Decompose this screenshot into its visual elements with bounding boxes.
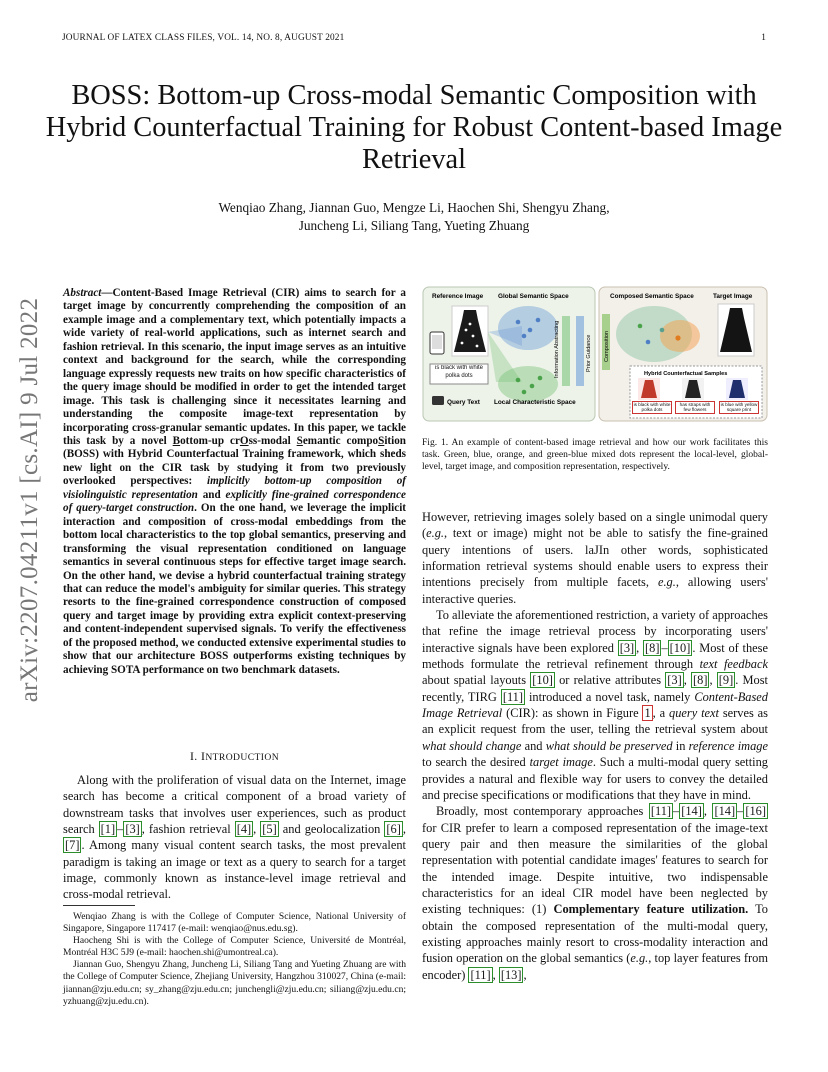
citation-link[interactable]: [6] — [386, 822, 401, 837]
citation-link[interactable]: [3] — [667, 673, 682, 688]
citation-link[interactable]: [5] — [262, 822, 277, 837]
citation-link[interactable]: [13] — [500, 967, 522, 982]
footnote-1: Wenqiao Zhang is with the College of Computer Science, National University of Singapore, Singapore 117417 (e-mail: wenqiao@nus.edu.sg). — [63, 911, 406, 935]
global-space-blob — [498, 306, 558, 350]
sample-image-2 — [682, 378, 704, 400]
citation-link[interactable]: [3] — [619, 640, 635, 655]
reference-image-label: Reference Image — [432, 293, 484, 300]
info-abstracting-label: Information Abstracting — [554, 320, 560, 378]
sample-image-3 — [726, 378, 748, 400]
global-space-label: Global Semantic Space — [498, 293, 569, 300]
citation-link[interactable]: [14] — [714, 804, 736, 819]
paper-title: BOSS: Bottom-up Cross-modal Semantic Composition with Hybrid Counterfactual Training for Robust Content-based Image Retrieval — [45, 80, 783, 175]
footnote-rule — [63, 905, 135, 906]
authors-line-2: Juncheng Li, Siliang Tang, Yueting Zhuang — [298, 218, 530, 233]
citation-link[interactable]: [7] — [65, 838, 80, 853]
sample-3-text: is blue with yellow square print — [720, 402, 758, 413]
citation-link[interactable]: [11] — [650, 804, 672, 819]
phone-icon — [430, 332, 444, 354]
figure-1 — [422, 286, 768, 422]
citation-link[interactable]: [4] — [236, 822, 252, 837]
hybrid-samples-label: Hybrid Counterfactual Samples — [644, 371, 728, 377]
abstract-label: Abstract — [63, 287, 102, 299]
running-header — [62, 33, 766, 43]
prior-guidance-arrow — [576, 316, 584, 386]
intro-left-column — [63, 772, 406, 903]
figure-1-diagram — [422, 286, 768, 422]
right-paragraph-3: Broadly, most contemporary approaches [11] – [14] , [14] – [16] for CIR prefer to learn a composed representation of the image-text query pair and then measure the similarities of the global representation with potential candidate images' features to search for the intended image. Despite intuitive, two indispensable characteristics for an ideal CIR model have been neglected by existing techniques: (1) Complementary feature utilization. To obtain the composed representation of the multi-modal query, existing approaches mainly resort to cross-modality interaction and fusion operation on the global semantics (e.g., top layer features from encoder) [11] , [13] , — [422, 804, 768, 982]
right-paragraph-2: To alleviate the aforementioned restriction, a variety of approaches that refine the image retrieval process by incorporating users' interactive signals have been explored [3] , [8] – [10] . Most of these methods formulate the retrieval refinement through text feedback about spatial layouts [10] or relative attributes [3] , [8] , [9] . Most recently, TIRG [11] introduced a novel task, namely Content-Based Image Retrieval (CIR): as shown in Figure 1 , a query text serves as an explicit request from the user, telling the retrieval system about what should change and what should be preserved in reference image to search the desired target image. Such a multi-modal query setting provides a natural and flexible way for users to convey the detailed and precise specifications or modifications that they have in mind. — [422, 608, 769, 802]
target-dress-image — [718, 304, 754, 356]
composition-label: Composition — [604, 330, 610, 362]
sample-1-text: is black with white polka dots — [633, 402, 671, 413]
page-number: 1 — [761, 33, 766, 43]
footnotes — [63, 911, 406, 1008]
journal-header: JOURNAL OF LATEX CLASS FILES, VOL. 14, NO. 8, AUGUST 2021 — [62, 33, 345, 43]
authors-line-1: Wenqiao Zhang, Jiannan Guo, Mengze Li, Haochen Shi, Shengyu Zhang, — [218, 200, 610, 215]
citation-link[interactable]: [10] — [669, 640, 691, 655]
right-paragraph-1: However, retrieving images solely based on a single unimodal query (e.g., text or image) might not be able to satisfy the fine-grained query intentions of users. laJIn other words, sophisticated information retrieval systems should enable users to express their intentions precisely from multiple facets, e.g., allowing users' interactive queries. — [422, 510, 768, 606]
query-text-label: Query Text — [447, 399, 480, 406]
arxiv-id: arXiv:2207.04211v1 [cs.AI] 9 Jul 2022 — [16, 297, 43, 703]
caption-label: Fig. 1. — [422, 437, 449, 448]
citation-link[interactable]: [1] — [100, 822, 116, 837]
citation-link[interactable]: [9] — [718, 673, 734, 688]
target-image-label: Target Image — [713, 293, 753, 300]
citation-link[interactable]: [11] — [502, 689, 523, 704]
arxiv-stamp — [4, 297, 56, 703]
citation-link[interactable]: [3] — [125, 822, 140, 837]
intro-right-column — [422, 509, 768, 983]
citation-link[interactable]: [8] — [645, 640, 660, 655]
caption-text: An example of content-based image retrieval and how our work facilitates this task. Green, blue, orange, and green-blue mixed dots represent the local-level, global-level, target image, and composition representation, respectively. — [422, 437, 769, 473]
author-list — [60, 199, 768, 235]
section-heading: I. INTRODUCTION — [189, 749, 280, 763]
figure-ref-link[interactable]: 1 — [644, 706, 651, 721]
citation-link[interactable]: [10] — [532, 673, 553, 688]
target-region-blob — [660, 320, 700, 352]
info-abstracting-arrow — [562, 316, 570, 386]
citation-link[interactable]: [11] — [470, 967, 491, 982]
citation-link[interactable]: [8] — [693, 673, 708, 688]
prior-guidance-label: Prior Guidance — [586, 334, 592, 372]
footnote-3: Jiannan Guo, Shengyu Zhang, Juncheng Li, Siliang Tang and Yueting Zhuang are with the College of Computer Science, Zhejiang University, Hangzhou 310027, China (e-mail: jiannan@zju.edu.cn; sy_zhang@zju.edu.cn; junchengli@zju.edu.cn; siliang@zju.edu.cn; yzhuang@zju.edu.cn). — [63, 959, 406, 1007]
keyboard-icon — [432, 396, 444, 405]
query-text-value: is black with white polka dots — [434, 365, 484, 379]
figure-caption — [422, 437, 768, 473]
local-space-label: Local Characteristic Space — [494, 399, 576, 406]
citation-link[interactable]: [14] — [681, 804, 702, 819]
composed-space-label: Composed Semantic Space — [610, 293, 694, 300]
footnote-2: Haocheng Shi is with the College of Computer Science, Université de Montréal, Montréal H3C 5J9 (e-mail: haochen.shi@umontreal.ca). — [63, 935, 406, 959]
citation-link[interactable]: [16] — [745, 804, 766, 819]
intro-paragraph-1: Along with the proliferation of visual data on the Internet, image search has become a critical component of a broad variety of downstream tasks that involves user experiences, such as product search [1] – [3] , fashion retrieval [4] , [5] and geolocalization [6] , [7] . Among many visual content search tasks, the most prevalent paradigm is taking an image or text as a query to search for a target image, commonly known as instance-level image retrieval and cross-modal retrieval. — [63, 773, 406, 902]
sample-image-1 — [638, 378, 660, 400]
reference-dress-image — [452, 306, 488, 356]
sample-2-text: has straps with few flowers — [675, 401, 715, 414]
abstract: Abstract—Content-Based Image Retrieval (CIR) aims to search for a target image by concurrently comprehending the composition of an example image and a complementary text, which potentially impacts a wide variety of real-world applications, such as internet search and fashion retrieval. In this scenario, the input image serves as an intuitive context and background for the search, while the corresponding language expressly requests new traits on how specific characteristics of the query image should be modified in order to get the intended target image. This task is challenging since it necessitates learning and understanding the composite image-text representation by incorporating cross-granular semantic updates. In this paper, we tackle this task by a novel Bottom-up crOss-modal Semantic compoSition (BOSS) with Hybrid Counterfactual Training framework, which sheds new light on the CIR task by studying it from two previously overlooked perspectives: implicitly bottom-up composition of visiolinguistic representation and explicitly fine-grained correspondence of query-target construction. On the one hand, we leverage the implicit interaction and composition of cross-modal embeddings from the bottom local characteristics to the top global semantics, preserving and transforming the visual representation conditioned on language semantics in several continuous steps for effective target image search. On the other hand, we devise a hybrid counterfactual training strategy that can reduce the model's ambiguity for similar queries. This strategy resorts to the fine-grained correspondence construction of composed query and target image by providing extra explicit context-preserving and content-independent supervised signals. To verify the effectiveness of the proposed method, we conducted extensive experimental studies to show that our architecture BOSS outperforms existing techniques by achieving SOTA performance on two benchmark datasets. — [63, 287, 406, 676]
